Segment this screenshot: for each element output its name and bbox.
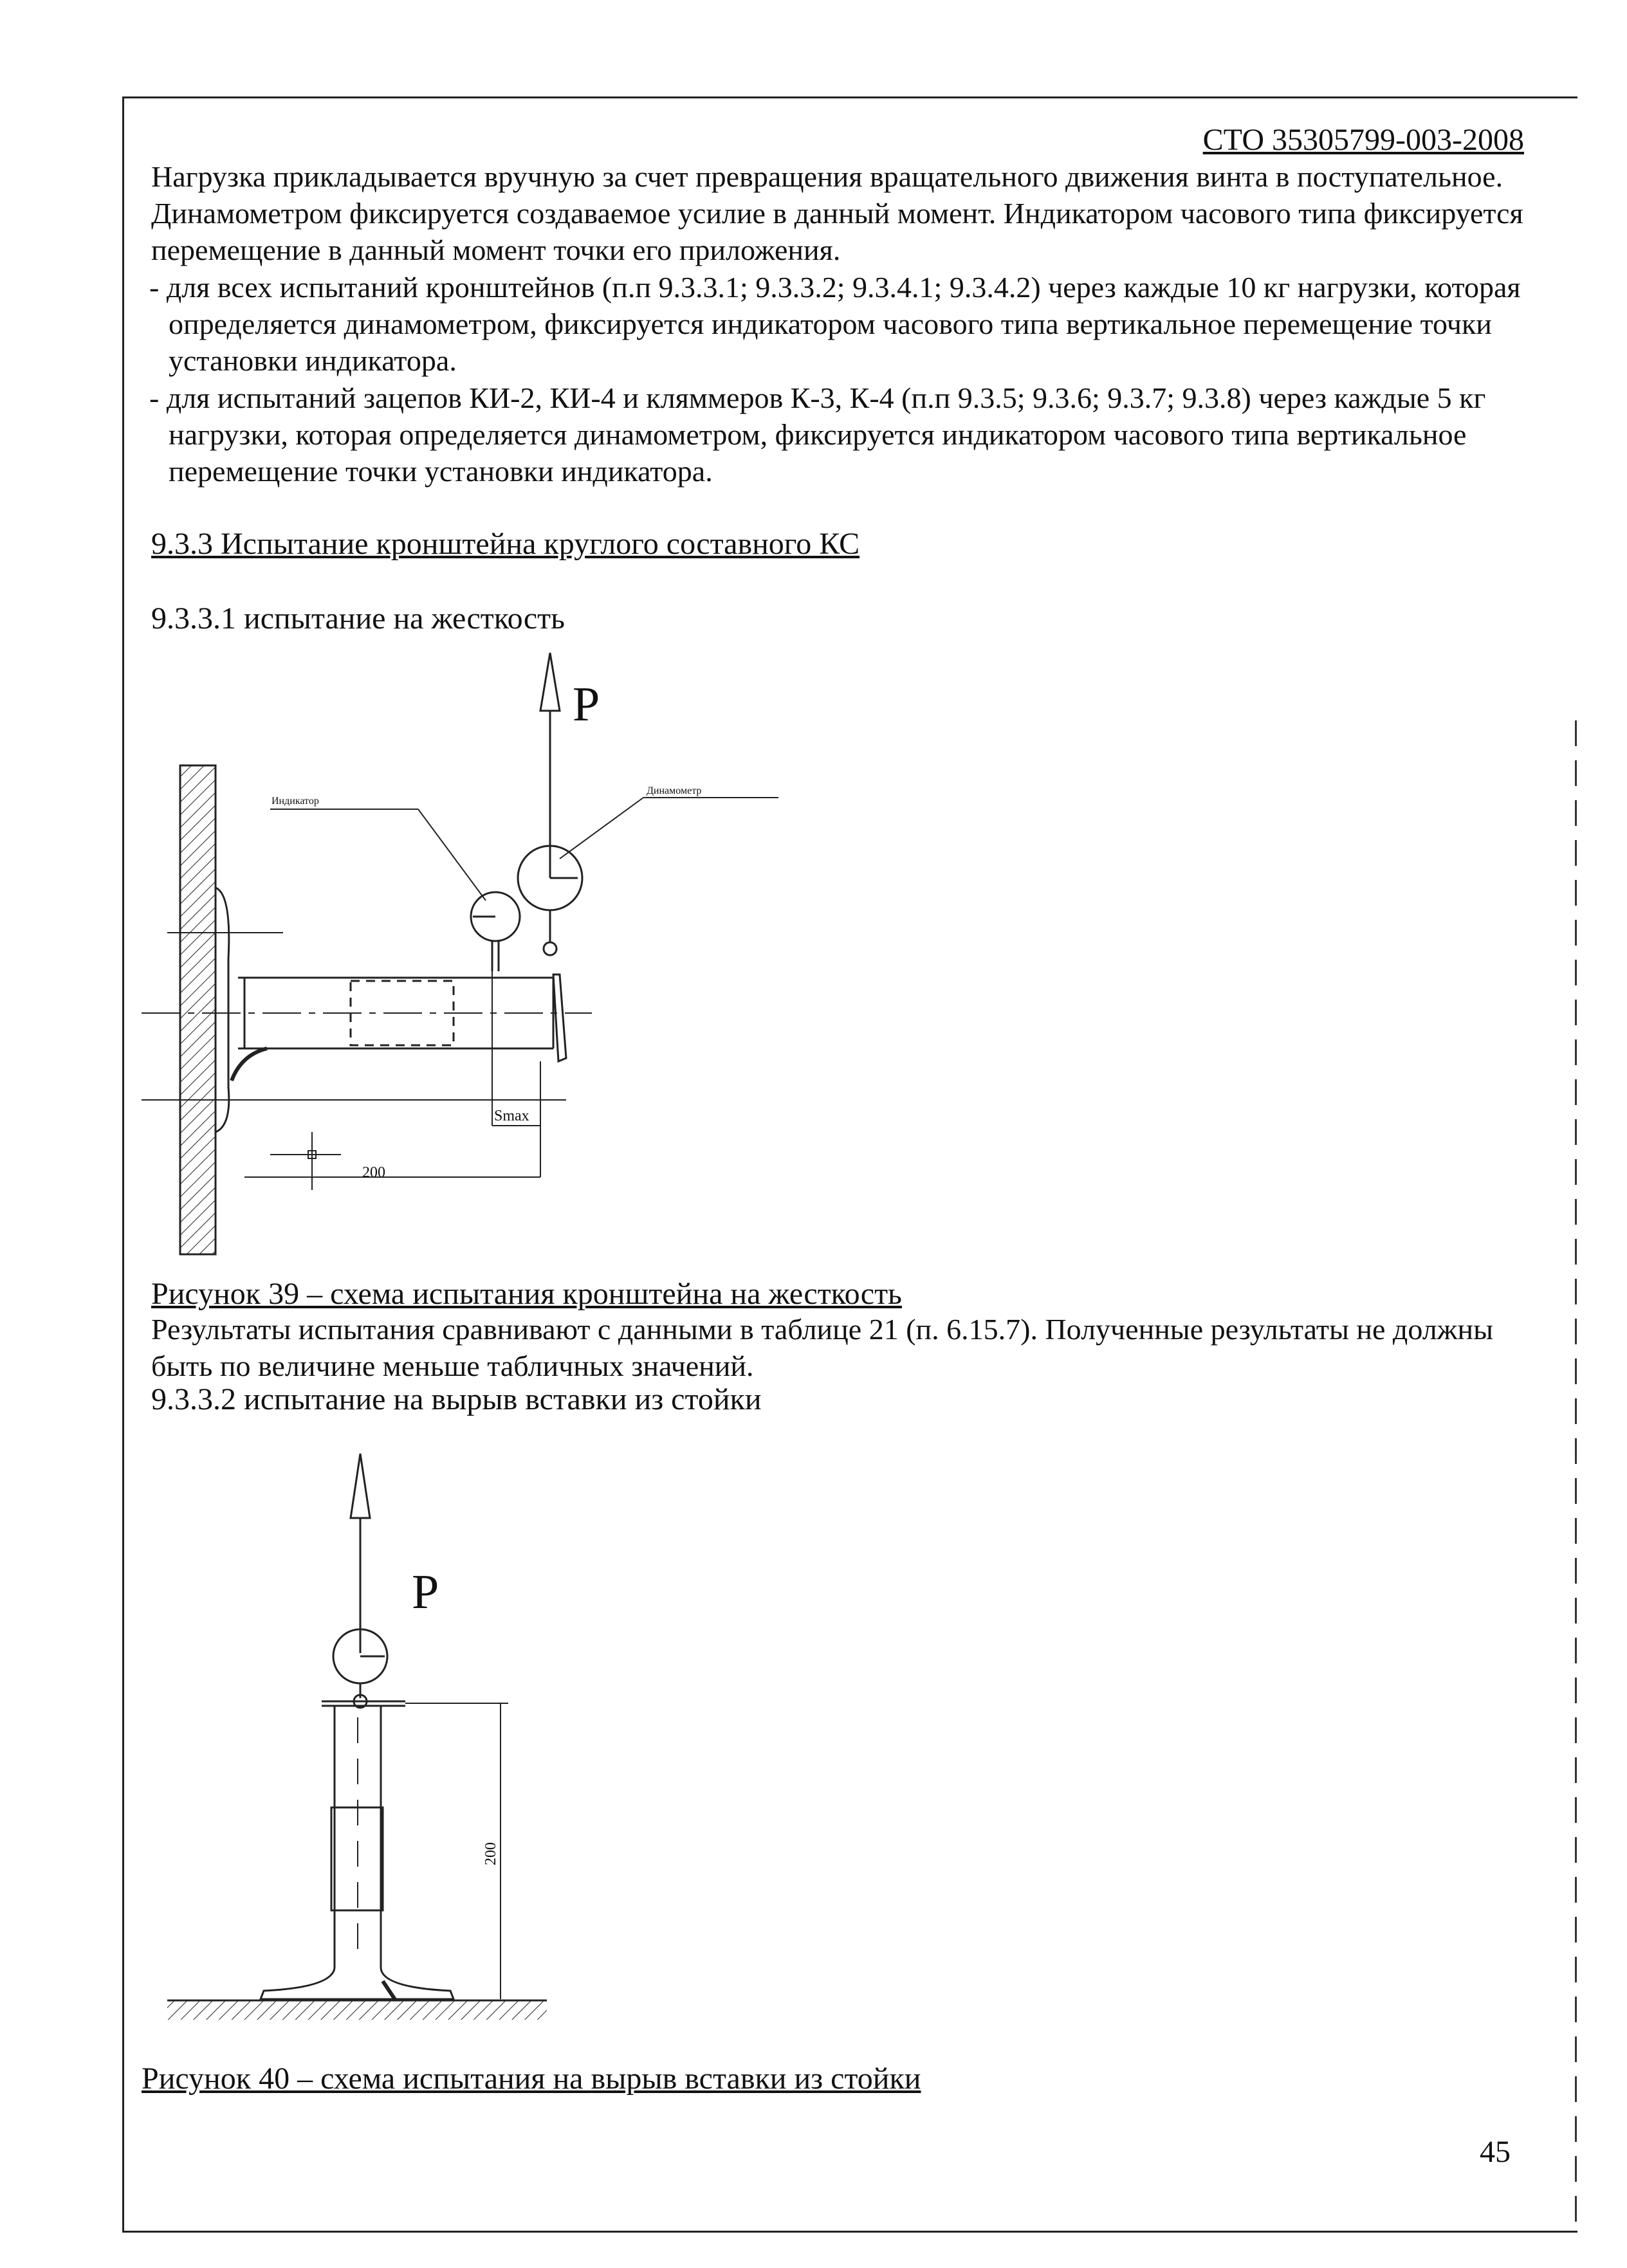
bullet-hooks: - для испытаний зацепов КИ-2, КИ-4 и кляммеров К-3, К-4 (п.п 9.3.5; 9.3.6; 9.3.7; 9.3.8) через каждые 5 кг нагрузки, которая определяется динамометром, фиксируется индикатором часового типа вертикальное перемещение точки установки индикатора.: [149, 381, 1486, 488]
subsection-pullout: 9.3.3.2 испытание на вырыв вставки из стойки: [151, 1382, 762, 1416]
figure-40-caption: Рисунок 40 – схема испытания на вырыв вставки из стойки: [142, 2062, 921, 2096]
figure-40-diagram: [148, 1441, 598, 2045]
length-label: 200: [362, 1164, 385, 1181]
results-paragraph: Результаты испытания сравнивают с данными в таблице 21 (п. 6.15.7). Полученные результаты не должны быть по величине меньше табличных значений.: [151, 1313, 1493, 1382]
intro-paragraph: Нагрузка прикладывается вручную за счет превращения вращательного движения винта в поступательное. Динамометром фиксируется создаваемое усилие в данный момент. Индикатором часового типа фиксируется перемещение в данный момент точки его приложения.: [151, 160, 1523, 266]
page-frame-right: [1575, 720, 1577, 2232]
force-label: P: [412, 1565, 439, 1619]
section-heading: 9.3.3 Испытание кронштейна круглого составного КС: [151, 527, 860, 561]
wall-hatch: [180, 765, 216, 1254]
indicator-label: Индикатор: [271, 796, 319, 807]
post-body: [331, 1706, 383, 1968]
smax-label: Smax: [494, 1108, 529, 1124]
subsection-stiffness: 9.3.3.1 испытание на жесткость: [151, 601, 565, 636]
indicator-dial: [471, 892, 520, 971]
document-code: СТО 35305799-003-2008: [1202, 123, 1524, 157]
force-arrow: [351, 1454, 370, 1653]
page-frame-bottom: [122, 2231, 1577, 2233]
page-frame-left: [122, 96, 124, 2232]
floor-hatch: [167, 2000, 547, 2020]
page-frame-top: [124, 96, 1577, 98]
bracket-rod: [232, 978, 553, 1081]
force-label: P: [573, 677, 600, 731]
figure-39-caption: Рисунок 39 – схема испытания кронштейна на жесткость: [151, 1277, 902, 1311]
post-base: [261, 1968, 454, 2000]
page-number: 45: [1480, 2135, 1511, 2169]
figure-39-diagram: [129, 637, 836, 1261]
height-label: 200: [483, 1842, 499, 1865]
leader-lines: [270, 798, 778, 901]
force-arrow: [540, 653, 560, 878]
bullet-brackets: - для всех испытаний кронштейнов (п.п 9.3.3.1; 9.3.3.2; 9.3.4.1; 9.3.4.2) через каждые 10 кг нагрузки, которая определяется динамометром, фиксируется индикатором часового типа вертикальное перемещение точки установки индикатора.: [149, 271, 1521, 377]
bracket-flange: [216, 888, 244, 1132]
dynamometer-label: Динамометр: [647, 785, 702, 796]
bracket-head: [553, 974, 566, 1061]
